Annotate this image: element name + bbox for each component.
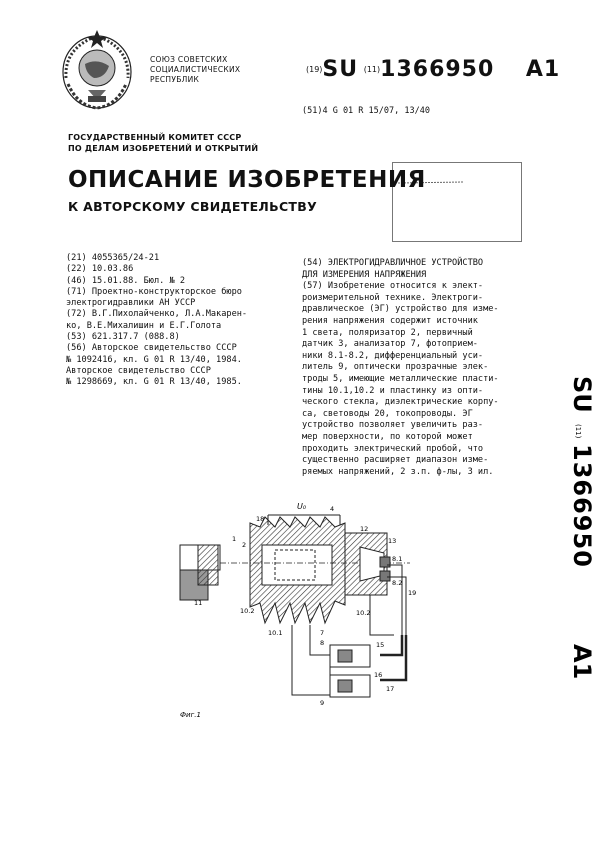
vertical-code: (11): [574, 424, 582, 439]
ref-label: 4: [330, 505, 335, 513]
abstract-line: ники 8.1-8.2, дифференциальный уси-: [302, 350, 484, 361]
vertical-number: 1366950: [568, 444, 596, 568]
abstract: [302, 258, 538, 478]
vertical-patent-number: [548, 372, 596, 702]
biblio-line: (21) 4055365/24-21: [66, 253, 160, 263]
technical-drawing: [180, 495, 430, 720]
abstract-line: мер поверхности, по которой может: [302, 431, 473, 442]
patent-number: [306, 57, 560, 82]
ref-label: 10.1: [268, 629, 283, 637]
country-code: SU: [322, 57, 359, 82]
ref-label: 10.2: [240, 607, 255, 615]
abstract-line: ческого стекла, диэлектрические корпу-: [302, 397, 499, 408]
ref-label: 19: [408, 589, 417, 597]
ref-label: 8.2: [392, 579, 403, 587]
ref-label: 18: [256, 515, 265, 523]
biblio-line: (46) 15.01.88. Бюл. № 2: [66, 275, 185, 286]
voltage-label: U₀: [297, 502, 307, 511]
ref-label: 2: [242, 541, 247, 549]
committee-block: [68, 132, 258, 154]
abstract-line: тины 10.1,10.2 и пластинку из опти-: [302, 385, 484, 396]
abstract-line: проходить электрический пробой, что: [302, 443, 484, 454]
bibliographic-data: [66, 253, 284, 389]
biblio-line: (72) В.Г.Пихолайченко, Л.А.Макарен-: [66, 309, 248, 320]
abstract-line: 1 света, поляризатор 2, первичный: [302, 327, 473, 338]
kind-code: A1: [525, 57, 561, 82]
committee-line: ГОСУДАРСТВЕННЫЙ КОМИТЕТ СССР: [68, 133, 242, 142]
ref-label: 10.2: [356, 609, 371, 617]
biblio-line: ко, В.Е.Михалишин и Е.Г.Голота: [66, 320, 222, 331]
biblio-line: (22) 10.03.86: [66, 264, 134, 275]
ref-label: 7: [320, 629, 325, 637]
document-title: ОПИСАНИЕ ИЗОБРЕТЕНИЯ: [68, 167, 426, 193]
abstract-line: роизмерительной технике. Электроги-: [302, 292, 484, 303]
ref-label: 17: [386, 685, 395, 693]
ref-label: 12: [360, 525, 369, 533]
ussr-emblem-icon: [58, 28, 136, 114]
abstract-line: (57) Изобретение относится к элект-: [302, 281, 484, 292]
photodetector-8-2: [380, 571, 390, 581]
issuer-line: СОЮЗ СОВЕТСКИХ: [150, 55, 228, 64]
abstract-line: рения напряжения содержит источник: [302, 315, 478, 326]
patent-number-value: 1366950: [380, 57, 495, 82]
vertical-kind: A1: [568, 644, 596, 680]
biblio-line: № 1092416, кл. G 01 R 13/40, 1984.: [66, 354, 242, 365]
document-subtitle: К АВТОРСКОМУ СВИДЕТЕЛЬСТВУ: [68, 199, 318, 214]
issuer-block: [150, 55, 240, 85]
abstract-line: (54) ЭЛЕКТРОГИДРАВЛИЧНОЕ УСТРОЙСТВО: [302, 258, 484, 268]
signal-wiring: [292, 625, 330, 695]
abstract-line: са, световоды 20, токопроводы. ЭГ: [302, 408, 473, 419]
biblio-line: № 1298669, кл. G 01 R 13/40, 1985.: [66, 377, 242, 388]
ipc-classification: (51)4 G 01 R 15/07, 13/40: [302, 106, 430, 116]
biblio-line: (71) Проектно-конструкторское бюро: [66, 286, 242, 297]
abstract-line: ряемых напряжений, 2 з.п. ф-лы, 3 ил.: [302, 466, 494, 477]
committee-line: ПО ДЕЛАМ ИЗОБРЕТЕНИЙ И ОТКРЫТИЙ: [68, 144, 259, 153]
ref-label: 13: [388, 537, 397, 545]
ref-label: 15: [376, 641, 385, 649]
sensor-chamber: [262, 545, 332, 585]
code-19: (19): [306, 65, 323, 74]
abstract-line: ДЛЯ ИЗМЕРЕНИЯ НАПРЯЖЕНИЯ: [302, 269, 427, 280]
abstract-line: устройство позволяет увеличить раз-: [302, 420, 484, 431]
ref-label: 8: [320, 639, 325, 647]
biblio-line: Авторское свидетельство СССР: [66, 365, 211, 376]
figure-caption: Фиг.1: [180, 711, 201, 719]
biblio-line: электрогидравлики АН УССР: [66, 298, 196, 309]
ref-label: 8.1: [392, 555, 403, 563]
abstract-line: дравлическое (ЭГ) устройство для изме-: [302, 304, 499, 315]
abstract-line: существенно расширяет диапазон изме-: [302, 455, 489, 466]
ref-label: 1: [232, 535, 237, 543]
issuer-line: РЕСПУБЛИК: [150, 75, 200, 84]
abstract-line: троды 5, имеющие металлические пласти-: [302, 373, 499, 384]
code-11: (11): [363, 65, 381, 74]
abstract-line: литель 9, оптически прозрачные элек-: [302, 362, 489, 373]
issuer-line: СОЦИАЛИСТИЧЕСКИХ: [150, 65, 241, 74]
ref-label: 11: [194, 599, 203, 607]
ref-label: 9: [320, 699, 325, 707]
ref-label: 16: [374, 671, 383, 679]
vertical-country: SU: [568, 376, 596, 413]
biblio-line: (53) 621.317.7 (088.8): [66, 332, 180, 343]
biblio-line: (56) Авторское свидетельство СССР: [66, 343, 237, 354]
abstract-line: датчик 3, анализатор 7, фотоприем-: [302, 339, 478, 350]
